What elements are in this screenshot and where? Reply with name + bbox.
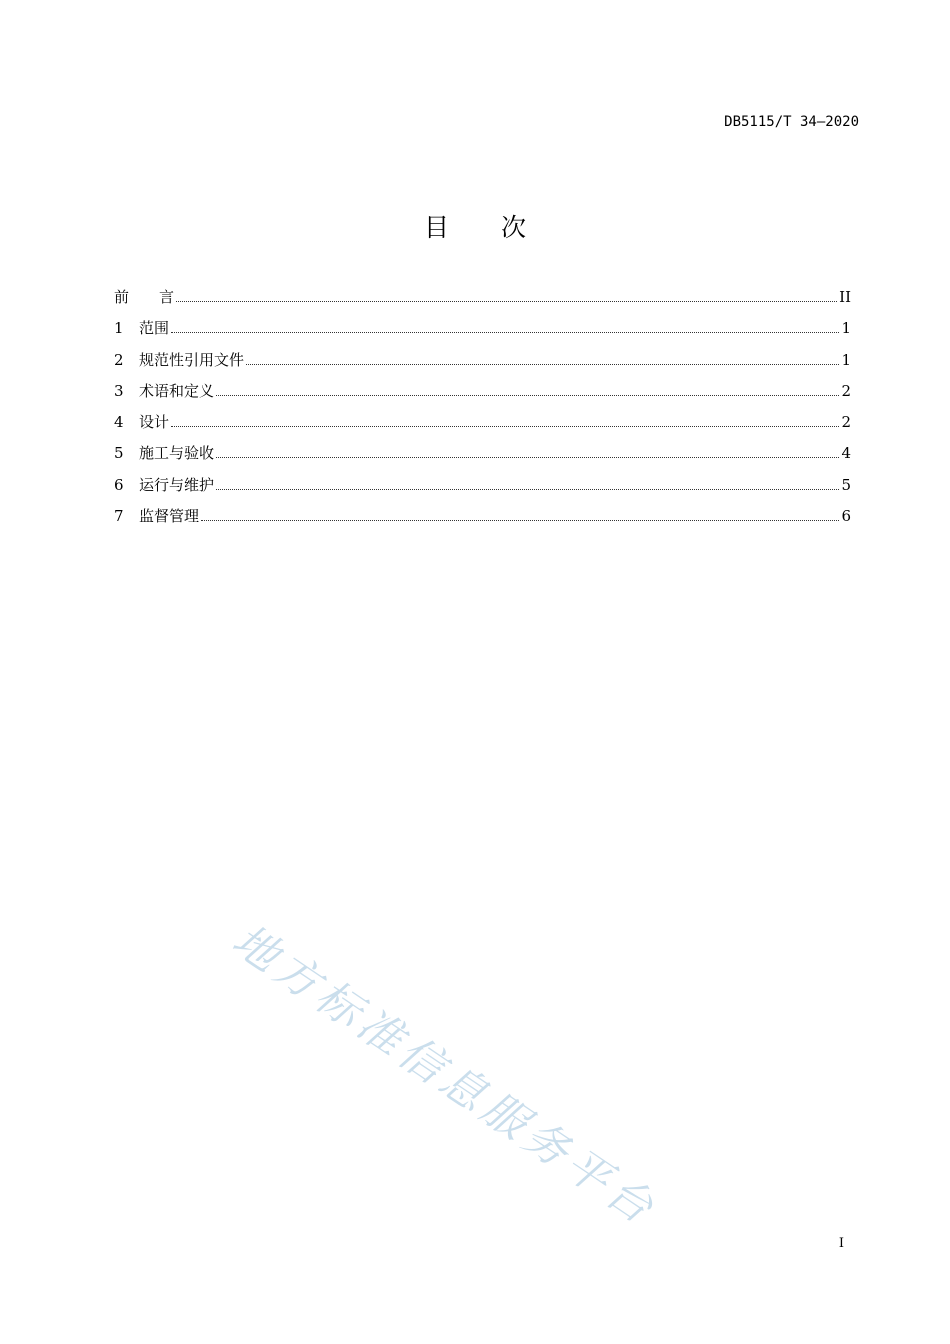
- toc-leader-dots: [216, 488, 839, 490]
- toc-entry-number: 4: [114, 413, 124, 432]
- table-of-contents: [114, 286, 851, 536]
- toc-leader-dots: [216, 456, 839, 458]
- toc-entry-page: II: [839, 288, 851, 306]
- toc-entry[interactable]: [114, 474, 851, 505]
- toc-entry-page: 4: [841, 444, 851, 463]
- page-number: I: [838, 1236, 844, 1251]
- toc-entry-page: 2: [841, 413, 851, 432]
- toc-leader-dots: [171, 425, 839, 427]
- toc-leader-dots: [171, 331, 839, 333]
- toc-entry[interactable]: [114, 411, 851, 442]
- toc-entry[interactable]: [114, 286, 851, 317]
- toc-entry-label: 范围: [139, 319, 170, 338]
- toc-entry-label: 施工与验收: [139, 444, 215, 463]
- toc-leader-dots: [246, 363, 839, 365]
- toc-entry-number: 2: [114, 350, 124, 369]
- toc-title: 目次: [423, 213, 578, 242]
- toc-leader-dots: [176, 300, 837, 302]
- toc-entry[interactable]: [114, 442, 851, 473]
- toc-entry-page: 2: [841, 381, 851, 400]
- toc-entry[interactable]: [114, 505, 851, 536]
- toc-entry[interactable]: [114, 317, 851, 348]
- toc-entry-label: 规范性引用文件: [139, 350, 245, 369]
- toc-entry-number: 1: [114, 319, 124, 338]
- toc-entry-page: 6: [841, 507, 851, 526]
- toc-entry-label: 前 言: [114, 288, 175, 306]
- toc-entry-label: 设计: [139, 413, 170, 432]
- toc-entry-label: 术语和定义: [139, 381, 215, 400]
- toc-leader-dots: [216, 394, 839, 396]
- toc-entry-number: 5: [114, 444, 124, 463]
- toc-entry-page: 1: [841, 319, 851, 338]
- watermark: 地方标准信息服务平台: [223, 914, 667, 1237]
- document-code: DB5115/T 34—2020: [724, 114, 859, 130]
- toc-entry-label: 监督管理: [139, 507, 200, 526]
- toc-entry-page: 5: [841, 475, 851, 494]
- toc-entry-number: 6: [114, 475, 124, 494]
- toc-entry-number: 7: [114, 507, 124, 526]
- toc-entry-label: 运行与维护: [139, 475, 215, 494]
- toc-leader-dots: [201, 519, 839, 521]
- toc-entry-number: 3: [114, 381, 124, 400]
- toc-entry-page: 1: [841, 350, 851, 369]
- toc-entry[interactable]: [114, 380, 851, 411]
- toc-entry[interactable]: [114, 349, 851, 380]
